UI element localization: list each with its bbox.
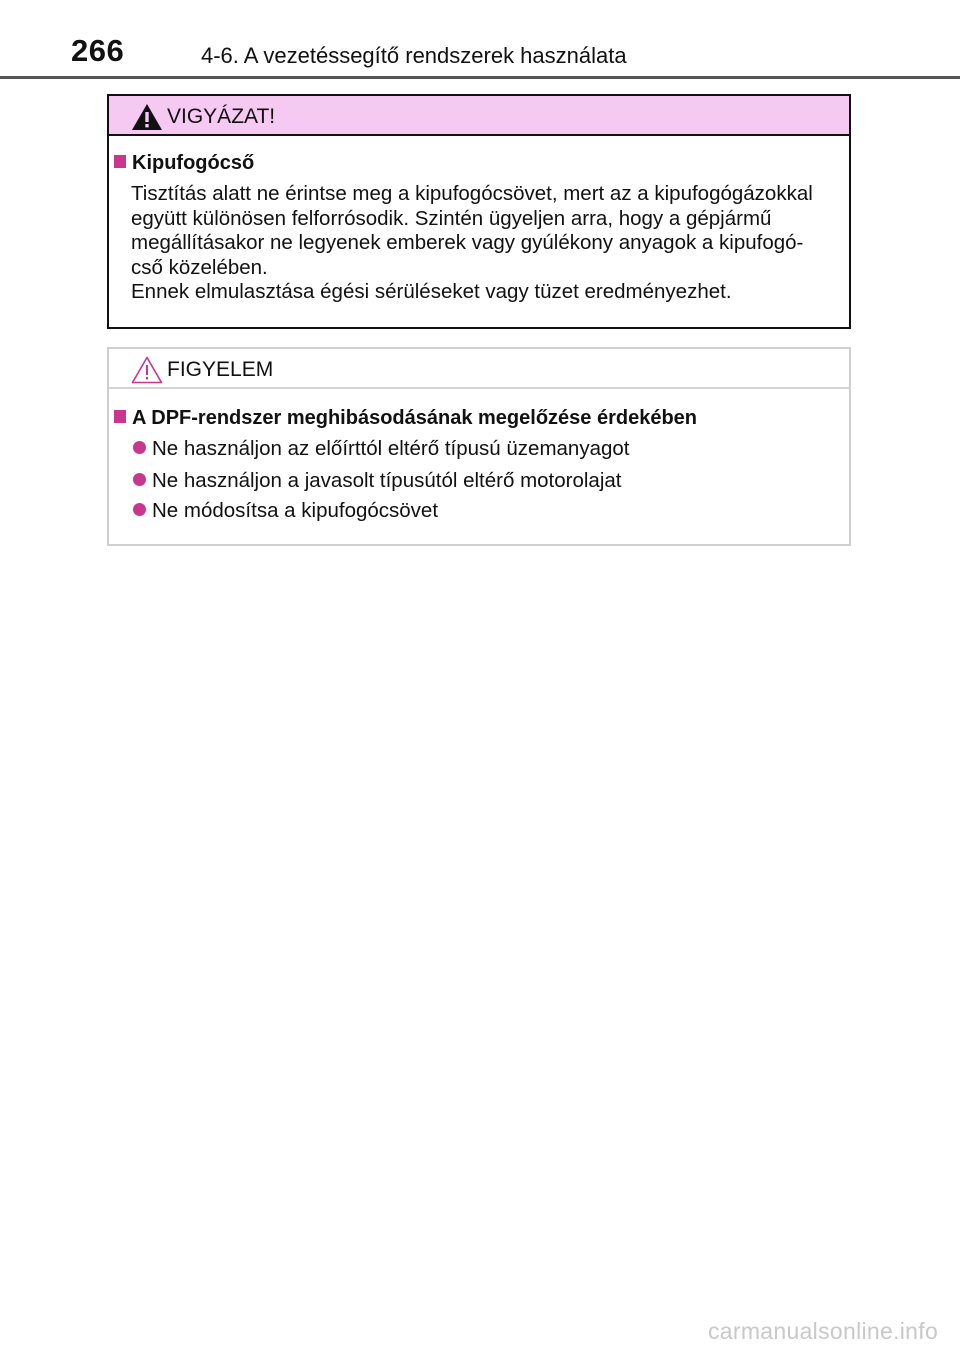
list-item-text: Ne használjon az előírttól eltérő típusú üzemanyagot: [152, 437, 630, 460]
notice-box: [107, 347, 851, 546]
warning-box: [107, 94, 851, 329]
warning-subheading: [114, 152, 254, 175]
list-item: [133, 437, 629, 461]
square-bullet-icon: [114, 410, 126, 423]
round-bullet-icon: [133, 441, 146, 454]
page-header: [0, 0, 960, 80]
list-item: [133, 499, 438, 523]
header-rule: [0, 76, 960, 79]
notice-subheading: [114, 407, 697, 430]
warning-box-header: [109, 96, 849, 136]
warning-triangle-icon: [130, 102, 164, 132]
notice-label: FIGYELEM: [167, 358, 274, 381]
round-bullet-icon: [133, 473, 146, 486]
caution-triangle-outline-icon: [130, 355, 164, 385]
page-number: 266: [71, 33, 125, 68]
notice-subheading-text: A DPF-rendszer meghibásodásának megelőzése érdekében: [132, 407, 698, 429]
list-item: [133, 469, 622, 493]
warning-line: együtt különösen felforrósodik. Szintén ügyeljen arra, hogy a gépjármű: [131, 206, 772, 230]
round-bullet-icon: [133, 503, 146, 516]
list-item-text: Ne módosítsa a kipufogócsövet: [152, 499, 439, 522]
warning-line: Tisztítás alatt ne érintse meg a kipufogócsövet, mert az a kipufogógázokkal: [131, 182, 813, 205]
square-bullet-icon: [114, 155, 126, 168]
warning-paragraph: [131, 182, 837, 305]
list-item-text: Ne használjon a javasolt típusútól eltérő motorolajat: [152, 469, 622, 492]
watermark: carmanualsonline.info: [708, 1318, 939, 1344]
warning-line: Ennek elmulasztása égési sérüléseket vagy tüzet eredményezhet.: [131, 280, 732, 303]
warning-line: megállításakor ne legyenek emberek vagy gyúlékony anyagok a kipufogó-: [131, 231, 804, 254]
warning-subheading-text: Kipufogócső: [132, 152, 255, 174]
warning-line: cső közelében.: [131, 255, 268, 279]
warning-label: VIGYÁZAT!: [167, 105, 276, 128]
section-title: 4-6. A vezetéssegítő rendszerek használata: [201, 43, 627, 68]
notice-box-header: [109, 349, 849, 389]
